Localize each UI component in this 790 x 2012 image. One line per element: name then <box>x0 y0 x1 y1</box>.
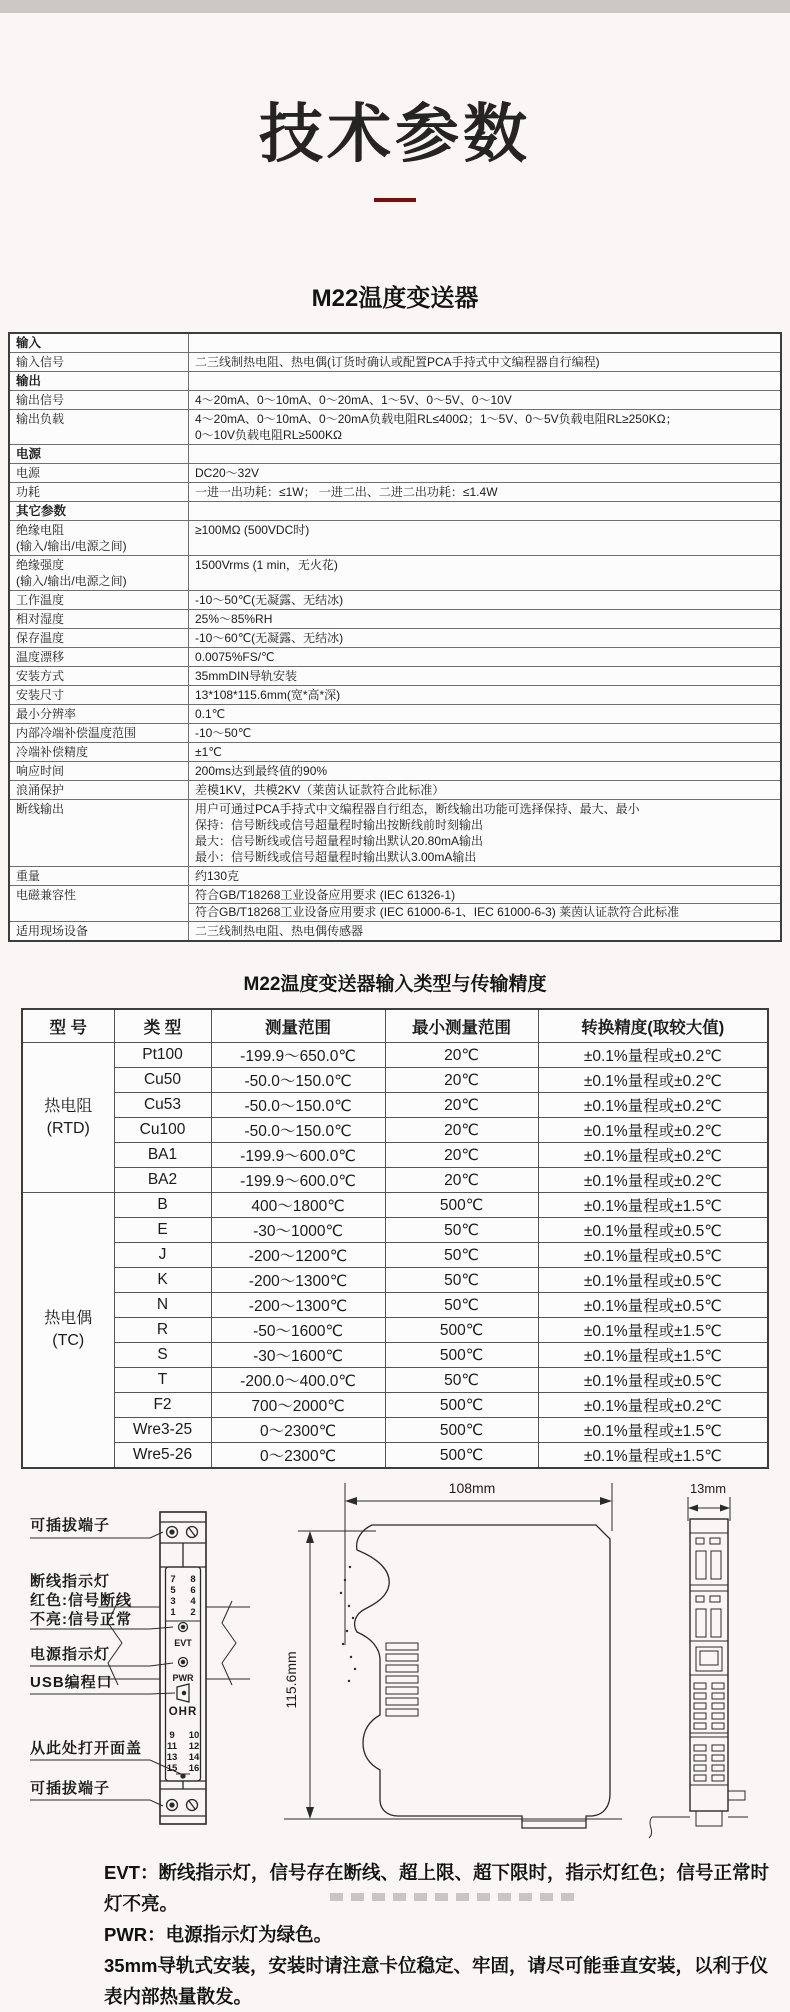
spec-row <box>9 686 781 705</box>
spec-table-title: M22温度变送器 <box>311 285 479 312</box>
accuracy-cell: S <box>114 1343 211 1368</box>
spec-row-value: 0.1℃ <box>189 705 782 724</box>
spec-row-value: 一进一出功耗：≤1W； 一进二出、二进二出功耗：≤1.4W <box>189 483 782 502</box>
spec-row-label: 重量 <box>9 867 189 886</box>
spec-row-value: 符合GB/T18268工业设备应用要求 (IEC 61326-1) 符合GB/T18268工业设备应用要求 (IEC 61000-6-1、IEC 61000-6-3) 莱茵认证款符合此标准 <box>189 886 782 922</box>
spec-row-label: 相对湿度 <box>9 610 189 629</box>
accuracy-column-header: 类 型 <box>114 1009 211 1043</box>
spec-row-label: 电源 <box>9 464 189 483</box>
accuracy-group-label: 热电阻 (RTD) <box>22 1043 114 1193</box>
accuracy-cell: -200.0～400.0℃ <box>211 1368 385 1393</box>
accuracy-cell: T <box>114 1368 211 1393</box>
top-bar <box>0 0 790 13</box>
spec-row-label: 绝缘强度 (输入/输出/电源之间) <box>9 556 189 591</box>
spec-row <box>9 781 781 800</box>
spec-row-label: 内部冷端补偿温度范围 <box>9 724 189 743</box>
spec-row-value: 4～20mA、0～10mA、0～20mA、1～5V、0～5V、0～10V <box>189 391 782 410</box>
accuracy-cell: -30～1600℃ <box>211 1343 385 1368</box>
spec-row-label: 温度漂移 <box>9 648 189 667</box>
accuracy-cell: ±0.1%量程或±1.5℃ <box>538 1318 768 1343</box>
accuracy-cell: F2 <box>114 1393 211 1418</box>
accuracy-cell: -199.9～600.0℃ <box>211 1143 385 1168</box>
spec-section-label: 电源 <box>9 445 189 464</box>
bottom-terminal-numbers <box>167 1730 200 1774</box>
spec-row-value: 200ms达到最终值的90% <box>189 762 782 781</box>
callout-pluggable-terminal-bottom: 可插拔端子 <box>30 1780 111 1797</box>
spec-row-value <box>189 372 782 391</box>
spec-row-value: -10～50℃(无凝露、无结冰) <box>189 591 782 610</box>
accuracy-cell: ±0.1%量程或±0.5℃ <box>538 1268 768 1293</box>
accuracy-group-label: 热电偶 (TC) <box>22 1193 114 1469</box>
title-accent-dash <box>374 198 416 202</box>
spec-row-label: 工作温度 <box>9 591 189 610</box>
accuracy-row <box>22 1093 768 1118</box>
spec-row-label: 浪涌保护 <box>9 781 189 800</box>
accuracy-cell: BA1 <box>114 1143 211 1168</box>
spec-row-label: 电磁兼容性 <box>9 886 189 922</box>
spec-row-label: 最小分辨率 <box>9 705 189 724</box>
spec-row-value: 4～20mA、0～10mA、0～20mA负载电阻RL≤400Ω；1～5V、0～5V负载电阻RL≥250KΩ； 0～10V负载电阻RL≥500KΩ <box>189 410 782 445</box>
spec-row <box>9 886 781 922</box>
accuracy-cell: -50～1600℃ <box>211 1318 385 1343</box>
accuracy-cell: 20℃ <box>385 1043 538 1068</box>
accuracy-row <box>22 1318 768 1343</box>
spec-row-value: ±1℃ <box>189 743 782 762</box>
terminal-number: 4 <box>190 1596 196 1607</box>
spec-row-label: 响应时间 <box>9 762 189 781</box>
accuracy-cell: ±0.1%量程或±1.5℃ <box>538 1343 768 1368</box>
accuracy-cell: 50℃ <box>385 1268 538 1293</box>
spec-section-label: 输出 <box>9 372 189 391</box>
accuracy-cell: 500℃ <box>385 1343 538 1368</box>
spec-row <box>9 483 781 502</box>
accuracy-cell: ±0.1%量程或±0.2℃ <box>538 1068 768 1093</box>
spec-row-value: 二三线制热电阻、热电偶(订货时确认或配置PCA手持式中文编程器自行编程) <box>189 353 782 372</box>
module-front-view <box>160 1512 206 1824</box>
clipped-text-fragment <box>330 1893 580 1901</box>
accuracy-cell: 500℃ <box>385 1193 538 1218</box>
accuracy-cell: ±0.1%量程或±0.2℃ <box>538 1168 768 1193</box>
callout-break-indicator-line3: 不亮:信号正常 <box>30 1611 132 1628</box>
callout-break-indicator <box>30 1572 132 1629</box>
spec-row <box>9 391 781 410</box>
accuracy-cell: 400～1800℃ <box>211 1193 385 1218</box>
accuracy-cell: 20℃ <box>385 1068 538 1093</box>
spec-row-value: 约130克 <box>189 867 782 886</box>
accuracy-cell: ±0.1%量程或±1.5℃ <box>538 1193 768 1218</box>
device-drawing <box>0 1475 790 1843</box>
pwr-label: PWR <box>172 1673 194 1683</box>
spec-row <box>9 521 781 556</box>
terminal-number: 12 <box>188 1741 200 1752</box>
accuracy-cell: ±0.1%量程或±0.5℃ <box>538 1218 768 1243</box>
spec-row <box>9 502 781 521</box>
module-side-view <box>284 1483 622 1828</box>
spec-row <box>9 464 781 483</box>
spec-row-label: 输出信号 <box>9 391 189 410</box>
terminal-number: 9 <box>169 1730 175 1741</box>
accuracy-cell: -200～1300℃ <box>211 1268 385 1293</box>
spec-row <box>9 353 781 372</box>
spec-row-label: 输出负载 <box>9 410 189 445</box>
dimension-diagram <box>0 1475 790 1843</box>
spec-row <box>9 867 781 886</box>
accuracy-cell: ±0.1%量程或±0.2℃ <box>538 1118 768 1143</box>
spec-row-value: 二三线制热电阻、热电偶传感器 <box>189 922 782 942</box>
spec-row-label: 保存温度 <box>9 629 189 648</box>
spec-row <box>9 591 781 610</box>
spec-row-value: -10～60℃(无凝露、无结冰) <box>189 629 782 648</box>
callout-usb-port: USB编程口 <box>30 1674 113 1691</box>
page-title: 技术参数 <box>259 98 531 170</box>
terminal-number: 15 <box>166 1763 178 1774</box>
accuracy-cell: ±0.1%量程或±0.2℃ <box>538 1143 768 1168</box>
accuracy-cell: -200～1200℃ <box>211 1243 385 1268</box>
accuracy-cell: Wre3-25 <box>114 1418 211 1443</box>
accuracy-cell: 500℃ <box>385 1443 538 1469</box>
accuracy-cell: 20℃ <box>385 1168 538 1193</box>
accuracy-table <box>21 1008 769 1469</box>
spec-row-value: 用户可通过PCA手持式中文编程器自行组态，断线输出功能可选择保持、最大、最小 保持：信号断线或信号超量程时输出按断线前时刻输出 最大：信号断线或信号超量程时输出默认20.80mA输出 最小：信号断线或信号超量程时输出默认3.00mA输出 <box>189 800 782 867</box>
spec-row-value: ≥100MΩ (500VDC时) <box>189 521 782 556</box>
accuracy-cell: K <box>114 1268 211 1293</box>
accuracy-cell: J <box>114 1243 211 1268</box>
spec-row-value: 25%～85%RH <box>189 610 782 629</box>
accuracy-table-title: M22温度变送器输入类型与传输精度 <box>243 974 547 995</box>
accuracy-cell: ±0.1%量程或±0.5℃ <box>538 1293 768 1318</box>
spec-row <box>9 743 781 762</box>
accuracy-cell: BA2 <box>114 1168 211 1193</box>
spec-row-label: 功耗 <box>9 483 189 502</box>
spec-table <box>8 332 782 942</box>
terminal-number: 11 <box>166 1741 178 1752</box>
accuracy-column-header: 型 号 <box>22 1009 114 1043</box>
spec-row <box>9 667 781 686</box>
accuracy-row <box>22 1043 768 1068</box>
terminal-number: 1 <box>170 1607 176 1618</box>
evt-label: EVT <box>174 1638 192 1648</box>
accuracy-cell: 50℃ <box>385 1218 538 1243</box>
footnote-line: PWR：电源指示灯为绿色。 <box>104 1924 333 1945</box>
spec-row <box>9 629 781 648</box>
terminal-number: 8 <box>190 1574 196 1585</box>
accuracy-column-header: 最小测量范围 <box>385 1009 538 1043</box>
accuracy-row <box>22 1218 768 1243</box>
accuracy-row <box>22 1368 768 1393</box>
terminal-number: 2 <box>190 1607 196 1618</box>
spec-row <box>9 762 781 781</box>
footnote-line: 35mm导轨式安装，安装时请注意卡位稳定、牢固，请尽可能垂直安装，以利于仪表内部热量散发。 <box>104 1955 768 2007</box>
accuracy-cell: 700～2000℃ <box>211 1393 385 1418</box>
accuracy-cell: ±0.1%量程或±0.2℃ <box>538 1093 768 1118</box>
accuracy-cell: -199.9～650.0℃ <box>211 1043 385 1068</box>
accuracy-cell: N <box>114 1293 211 1318</box>
accuracy-cell: 20℃ <box>385 1143 538 1168</box>
footnotes <box>104 1857 770 2012</box>
accuracy-row <box>22 1243 768 1268</box>
callout-break-indicator-line2: 红色:信号断线 <box>30 1592 132 1609</box>
spec-row <box>9 445 781 464</box>
brand-logo: OHR <box>168 1706 198 1718</box>
spec-row-value: 差模1KV，共模2KV（莱茵认证款符合此标准） <box>189 781 782 800</box>
spec-row-label: 安装方式 <box>9 667 189 686</box>
terminal-number: 14 <box>188 1752 200 1763</box>
accuracy-cell: 50℃ <box>385 1243 538 1268</box>
spec-row <box>9 410 781 445</box>
accuracy-cell: -199.9～600.0℃ <box>211 1168 385 1193</box>
accuracy-cell: 50℃ <box>385 1293 538 1318</box>
accuracy-cell: -200～1300℃ <box>211 1293 385 1318</box>
accuracy-row <box>22 1443 768 1469</box>
module-narrow-view <box>649 1497 748 1838</box>
terminal-number: 13 <box>166 1752 178 1763</box>
narrow-vents <box>694 1683 724 1781</box>
vent-slots <box>386 1643 418 1716</box>
accuracy-cell: -30～1000℃ <box>211 1218 385 1243</box>
spec-row <box>9 372 781 391</box>
spec-row-value: -10～50℃ <box>189 724 782 743</box>
din-clip-lever <box>728 1791 745 1800</box>
depth-dimension-label: 13mm <box>689 1481 727 1496</box>
spec-row <box>9 556 781 591</box>
accuracy-row <box>22 1418 768 1443</box>
spec-row-label: 断线输出 <box>9 800 189 867</box>
accuracy-cell: 500℃ <box>385 1318 538 1343</box>
accuracy-row <box>22 1168 768 1193</box>
spec-row-label: 输入信号 <box>9 353 189 372</box>
width-dimension-label: 108mm <box>448 1480 496 1496</box>
accuracy-row <box>22 1268 768 1293</box>
spec-section-label: 其它参数 <box>9 502 189 521</box>
accuracy-cell: Pt100 <box>114 1043 211 1068</box>
accuracy-cell: ±0.1%量程或±0.2℃ <box>538 1043 768 1068</box>
spec-row <box>9 648 781 667</box>
spec-row <box>9 922 781 942</box>
terminal-number: 5 <box>170 1585 176 1596</box>
accuracy-cell: -50.0～150.0℃ <box>211 1068 385 1093</box>
spec-row-value <box>189 502 782 521</box>
accuracy-cell: 0～2300℃ <box>211 1443 385 1469</box>
accuracy-column-header: 转换精度(取较大值) <box>538 1009 768 1043</box>
spec-section-label: 输入 <box>9 333 189 353</box>
accuracy-row <box>22 1343 768 1368</box>
spec-row-label: 绝缘电阻 (输入/输出/电源之间) <box>9 521 189 556</box>
spec-row-value: 0.0075%FS/℃ <box>189 648 782 667</box>
spec-row <box>9 610 781 629</box>
accuracy-cell: 500℃ <box>385 1418 538 1443</box>
spec-row-label: 冷端补偿精度 <box>9 743 189 762</box>
accuracy-cell: 20℃ <box>385 1093 538 1118</box>
cover-latch-dot <box>181 1774 185 1778</box>
texture-dots <box>340 1566 356 1682</box>
accuracy-column-header: 测量范围 <box>211 1009 385 1043</box>
accuracy-cell: Wre5-26 <box>114 1443 211 1469</box>
accuracy-row <box>22 1068 768 1093</box>
footnote-line: EVT：断线指示灯，信号存在断线、超上限、超下限时，指示灯红色；信号正常时灯不亮。 <box>104 1862 769 1914</box>
spec-row-value: 1500Vrms (1 min，无火花) <box>189 556 782 591</box>
accuracy-cell: 20℃ <box>385 1118 538 1143</box>
spec-row-label: 适用现场设备 <box>9 922 189 942</box>
spec-row <box>9 333 781 353</box>
spec-row-label: 安装尺寸 <box>9 686 189 705</box>
accuracy-cell: 0～2300℃ <box>211 1418 385 1443</box>
terminal-number: 7 <box>170 1574 176 1585</box>
accuracy-row <box>22 1143 768 1168</box>
accuracy-cell: -50.0～150.0℃ <box>211 1093 385 1118</box>
accuracy-cell: 500℃ <box>385 1393 538 1418</box>
accuracy-row <box>22 1118 768 1143</box>
accuracy-cell: ±0.1%量程或±0.5℃ <box>538 1243 768 1268</box>
top-terminal-numbers <box>170 1574 196 1618</box>
spec-row <box>9 800 781 867</box>
spec-row-value: 35mmDIN导轨安装 <box>189 667 782 686</box>
accuracy-cell: ±0.1%量程或±1.5℃ <box>538 1443 768 1469</box>
accuracy-cell: Cu53 <box>114 1093 211 1118</box>
height-dimension-label: 115.6mm <box>283 1651 299 1709</box>
accuracy-header-row <box>22 1009 768 1043</box>
callout-pluggable-terminal-top: 可插拔端子 <box>30 1517 111 1534</box>
callout-open-cover: 从此处打开面盖 <box>30 1740 143 1757</box>
accuracy-row <box>22 1193 768 1218</box>
accuracy-cell: ±0.1%量程或±0.2℃ <box>538 1393 768 1418</box>
accuracy-cell: -50.0～150.0℃ <box>211 1118 385 1143</box>
accuracy-cell: ±0.1%量程或±0.5℃ <box>538 1368 768 1393</box>
accuracy-row <box>22 1393 768 1418</box>
spec-row <box>9 724 781 743</box>
accuracy-cell: Cu100 <box>114 1118 211 1143</box>
terminal-number: 10 <box>188 1730 200 1741</box>
spec-row <box>9 705 781 724</box>
terminal-number: 16 <box>188 1763 200 1774</box>
accuracy-cell: ±0.1%量程或±1.5℃ <box>538 1418 768 1443</box>
accuracy-cell: R <box>114 1318 211 1343</box>
callout-power-indicator: 电源指示灯 <box>30 1646 111 1663</box>
spec-row-value <box>189 333 782 353</box>
accuracy-row <box>22 1293 768 1318</box>
terminal-number: 6 <box>190 1585 196 1596</box>
spec-row-value: DC20～32V <box>189 464 782 483</box>
spec-row-value: 13*108*115.6mm(宽*高*深) <box>189 686 782 705</box>
terminal-number: 3 <box>170 1596 176 1607</box>
accuracy-cell: E <box>114 1218 211 1243</box>
accuracy-cell: Cu50 <box>114 1068 211 1093</box>
accuracy-cell: B <box>114 1193 211 1218</box>
accuracy-cell: 50℃ <box>385 1368 538 1393</box>
spec-row-value <box>189 445 782 464</box>
callout-break-indicator-line1: 断线指示灯 <box>30 1573 111 1590</box>
